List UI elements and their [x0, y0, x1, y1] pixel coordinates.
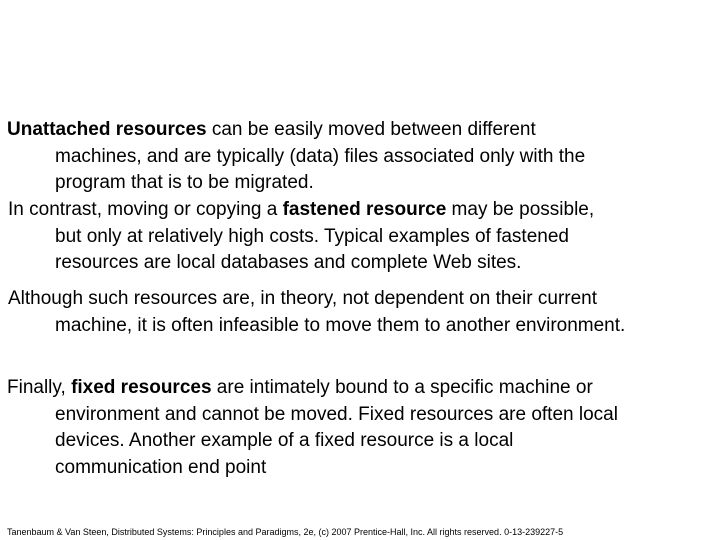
- text-line: but only at relatively high costs. Typical examples of fastened: [55, 225, 569, 247]
- text-segment: may be possible,: [446, 199, 595, 220]
- paragraph-fixed-resources: [7, 375, 618, 481]
- paragraph-although: [7, 286, 625, 339]
- text-line: environment and cannot be moved. Fixed resources are often local: [55, 403, 618, 425]
- text-line: [7, 197, 594, 224]
- paragraph-fastened-resources: [7, 197, 594, 277]
- text-line: resources are local databases and complete Web sites.: [55, 252, 522, 273]
- footer-citation: Tanenbaum & Van Steen, Distributed Systems: Principles and Paradigms, 2e, (c) 2007 Prentice-Hall, Inc. All rights reserved. 0-13-239227-5: [7, 527, 564, 537]
- text-line: [7, 375, 618, 402]
- text-line: machine, it is often infeasible to move them to another environment.: [55, 314, 626, 336]
- text-segment: In contrast, moving or copying a: [8, 199, 283, 220]
- text-line: program that is to be migrated.: [55, 172, 314, 193]
- text-line: devices. Another example of a fixed resource is a local: [55, 430, 514, 451]
- bold-term: Unattached resources: [7, 119, 207, 140]
- bold-term: fixed resources: [71, 377, 212, 398]
- text-line: machines, and are typically (data) files associated only with the: [55, 145, 586, 167]
- paragraph-unattached-resources: [7, 117, 585, 197]
- text-line: [7, 117, 585, 144]
- bold-term: fastened resource: [282, 199, 447, 220]
- text-segment: are intimately bound to a specific machine or: [211, 377, 593, 398]
- text-segment: can be easily moved between different: [206, 119, 536, 140]
- text-line: Although such resources are, in theory, not dependent on their current: [8, 288, 598, 309]
- text-segment: Finally,: [7, 377, 72, 398]
- text-line: communication end point: [55, 456, 267, 478]
